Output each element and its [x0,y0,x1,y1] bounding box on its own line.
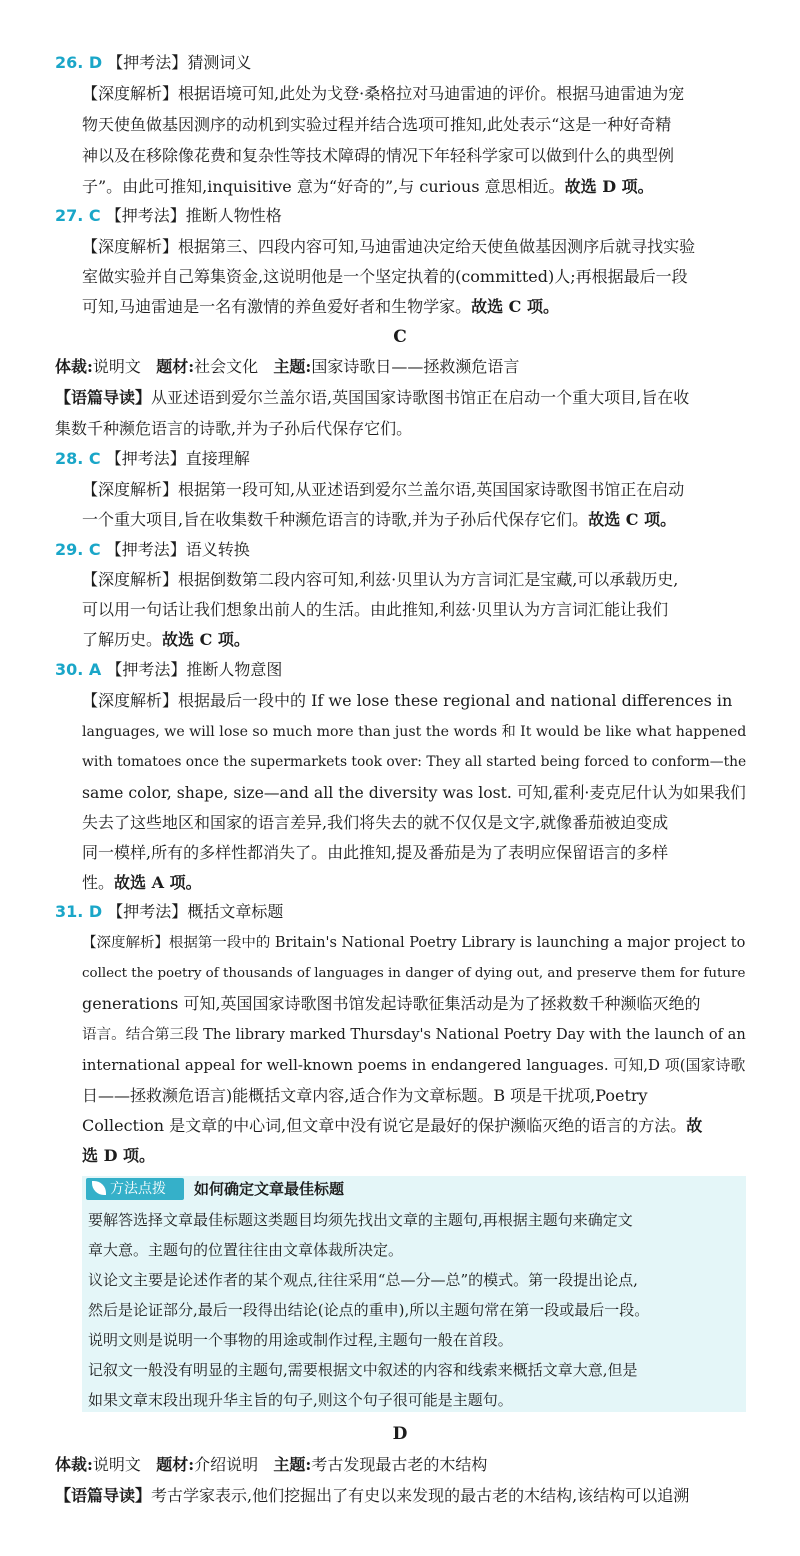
tip-line: 说明文则是说明一个事物的用途或制作过程,主题句一般在首段。 [88,1331,513,1349]
analysis-line: same color, shape, size—and all the diversity was lost. 可知,霍利·麦克尼什认为如果我们 [82,783,746,802]
analysis-tag: 【深度解析】 [82,691,179,710]
method-tip-badge [86,1178,184,1200]
question-31-header [55,901,283,923]
info-label: 题材: [156,357,195,376]
question-26-header [55,52,251,74]
analysis-line: 神以及在移除像花费和复杂性等技术障碍的情况下年轻科学家可以做到什么的典型例 [82,146,675,165]
guide-text: 考古学家表示,他们挖掘出了有史以来发现的最古老的木结构,该结构可以追溯 [151,1486,690,1505]
method-tag: 【押考法】 [106,660,187,679]
analysis-text: 根据倒数第二段内容可知,利兹·贝里认为方言词汇是宝藏,可以承载历史, [178,570,679,589]
analysis-line [82,629,250,651]
analysis-line: 可以用一句话让我们想象出前人的生活。由此推知,利兹·贝里认为方言词汇能让我们 [82,600,669,619]
leaf-icon [92,1181,106,1195]
analysis-line [82,176,654,198]
analysis-tag: 【深度解析】 [82,935,169,951]
analysis-line: 物天使鱼做基因测序的动机到实验过程并结合选项可推知,此处表示“这是一种好奇精 [82,115,672,134]
question-number: 29. C [55,540,101,559]
analysis-text: 根据第一段可知,从亚述语到爱尔兰盖尔语,英国国家诗歌图书馆正在启动 [178,480,685,499]
tip-line: 记叙文一般没有明显的主题句,需要根据文中叙述的内容和线索来概括文章大意,但是 [88,1361,638,1379]
question-number: 30. A [55,660,102,679]
guide-line: 集数千种濒危语言的诗歌,并为子孙后代保存它们。 [55,419,413,438]
analysis-line [82,83,684,105]
tip-line: 如果文章末段出现升华主旨的句子,则这个句子很可能是主题句。 [88,1391,513,1409]
analysis-text: 子”。由此可推知,inquisitive 意为“好奇的”,与 curious 意思相近。 [82,177,565,196]
guide-line [55,1485,689,1507]
info-label: 题材: [156,1455,195,1474]
tip-line: 然后是论证部分,最后一段得出结论(论点的重申),所以主题句常在第一段或最后一段。 [88,1301,650,1319]
analysis-tag: 【深度解析】 [82,84,179,103]
analysis-line: 语言。结合第三段 The library marked Thursday's National Poetry Day with the launch of an [82,1026,746,1043]
tip-line: 要解答选择文章最佳标题这类题目均须先找出文章的主题句,再根据主题句来确定文 [88,1211,633,1229]
analysis-line: collect the poetry of thousands of languages in danger of dying out, and preserve them for future [82,966,746,981]
analysis-line [82,296,559,318]
info-label: 体裁: [55,1455,93,1474]
question-number: 31. D [55,902,103,921]
analysis-line [82,479,684,501]
section-letter: C [393,327,407,347]
answer-text: 故选 C 项。 [162,630,250,649]
analysis-line [82,569,678,591]
analysis-line: 失去了这些地区和国家的语言差异,我们将失去的就不仅仅是文字,就像番茄被迫变成 [82,813,669,832]
analysis-line: with tomatoes once the supermarkets took over: They all started being forced to conform—the [82,754,747,770]
answer-text: 故选 C 项。 [588,510,677,529]
method-name: 概括文章标题 [187,902,284,921]
question-number: 26. D [55,53,103,72]
analysis-line: 同一模样,所有的多样性都消失了。由此推知,提及番茄是为了表明应保留语言的多样 [82,843,669,862]
passage-info [55,356,519,378]
answer-text: 故选 C 项。 [471,297,559,316]
guide-tag: 【语篇导读】 [55,1486,152,1505]
method-name: 猜测词义 [187,53,252,72]
guide-line [55,387,689,409]
tip-line: 议论文主要是论述作者的某个观点,往往采用“总—分—总”的模式。第一段提出论点, [88,1271,638,1289]
method-tag: 【押考法】 [107,902,188,921]
method-name: 推断人物性格 [185,206,282,225]
answer-text: 故选 D 项。 [564,177,654,196]
method-tag: 【押考法】 [105,206,186,225]
analysis-tag: 【深度解析】 [82,237,179,256]
guide-tag: 【语篇导读】 [55,388,152,407]
question-30-header [55,659,282,681]
method-tag: 【押考法】 [105,449,186,468]
question-29-header [55,539,250,561]
method-tag: 【押考法】 [105,540,186,559]
analysis-tag: 【深度解析】 [82,480,179,499]
analysis-line [82,509,676,531]
analysis-line [82,236,695,258]
analysis-line [82,690,732,712]
method-name: 语义转换 [185,540,250,559]
info-value: 国家诗歌日——拯救濒危语言 [311,357,520,376]
analysis-text: 根据语境可知,此处为戈登·桑格拉对马迪雷迪的评价。根据马迪雷迪为宠 [178,84,685,103]
analysis-text: 性。 [82,873,115,892]
analysis-line [82,872,202,894]
analysis-line: generations 可知,英国国家诗歌图书馆发起诗歌征集活动是为了拯救数千种濒临灭绝的 [82,994,701,1013]
analysis-text: 根据最后一段中的 If we lose these regional and national differences in [178,691,733,710]
answer-text: 故 [686,1116,703,1135]
info-value: 介绍说明 [194,1455,259,1474]
analysis-line [82,1145,155,1167]
question-28-header [55,448,250,470]
info-label: 体裁: [55,357,93,376]
answer-text: 故选 A 项。 [114,873,202,892]
info-label: 主题: [273,1455,312,1474]
analysis-line: 日——拯救濒危语言)能概括文章内容,适合作为文章标题。B 项是干扰项,Poetry [82,1086,648,1105]
analysis-line: languages, we will lose so much more than just the words 和 It would be like what happened [82,724,747,740]
passage-info [55,1454,487,1476]
method-name: 推断人物意图 [186,660,283,679]
info-label: 主题: [273,357,312,376]
info-value: 说明文 [92,1455,141,1474]
section-letter: D [392,1424,408,1444]
question-number: 27. C [55,206,101,225]
analysis-line: international appeal for well-known poems in endangered languages. 可知,D 项(国家诗歌 [82,1056,746,1074]
analysis-line: 室做实验并自己筹集资金,这说明他是一个坚定执着的(committed)人;再根据最后一段 [82,267,688,286]
analysis-text: 了解历史。 [82,630,163,649]
analysis-tag: 【深度解析】 [82,570,179,589]
analysis-text: 根据第三、四段内容可知,马迪雷迪决定给天使鱼做基因测序后就寻找实验 [178,237,696,256]
analysis-text: 一个重大项目,旨在收集数千种濒危语言的诗歌,并为子孙后代保存它们。 [82,510,589,529]
guide-text: 从亚述语到爱尔兰盖尔语,英国国家诗歌图书馆正在启动一个重大项目,旨在收 [151,388,690,407]
answer-text: 选 D 项。 [82,1146,156,1165]
analysis-text: Collection 是文章的中心词,但文章中没有说它是最好的保护濒临灭绝的语言的方法。 [82,1116,687,1135]
analysis-line [82,932,745,954]
info-value: 考古发现最古老的木结构 [311,1455,488,1474]
method-tag: 【押考法】 [107,53,188,72]
question-number: 28. C [55,449,101,468]
tip-title: 如何确定文章最佳标题 [194,1180,345,1198]
analysis-text: 根据第一段中的 Britain's National Poetry Library is launching a major project to [168,935,746,951]
question-27-header [55,205,282,227]
method-name: 直接理解 [185,449,250,468]
info-value: 说明文 [92,357,141,376]
info-value: 社会文化 [194,357,259,376]
tip-badge-label: 方法点拨 [110,1181,166,1197]
analysis-text: 可知,马迪雷迪是一名有激情的养鱼爱好者和生物学家。 [82,297,472,316]
analysis-line [82,1115,702,1137]
tip-line: 章大意。主题句的位置往往由文章体裁所决定。 [88,1241,404,1259]
